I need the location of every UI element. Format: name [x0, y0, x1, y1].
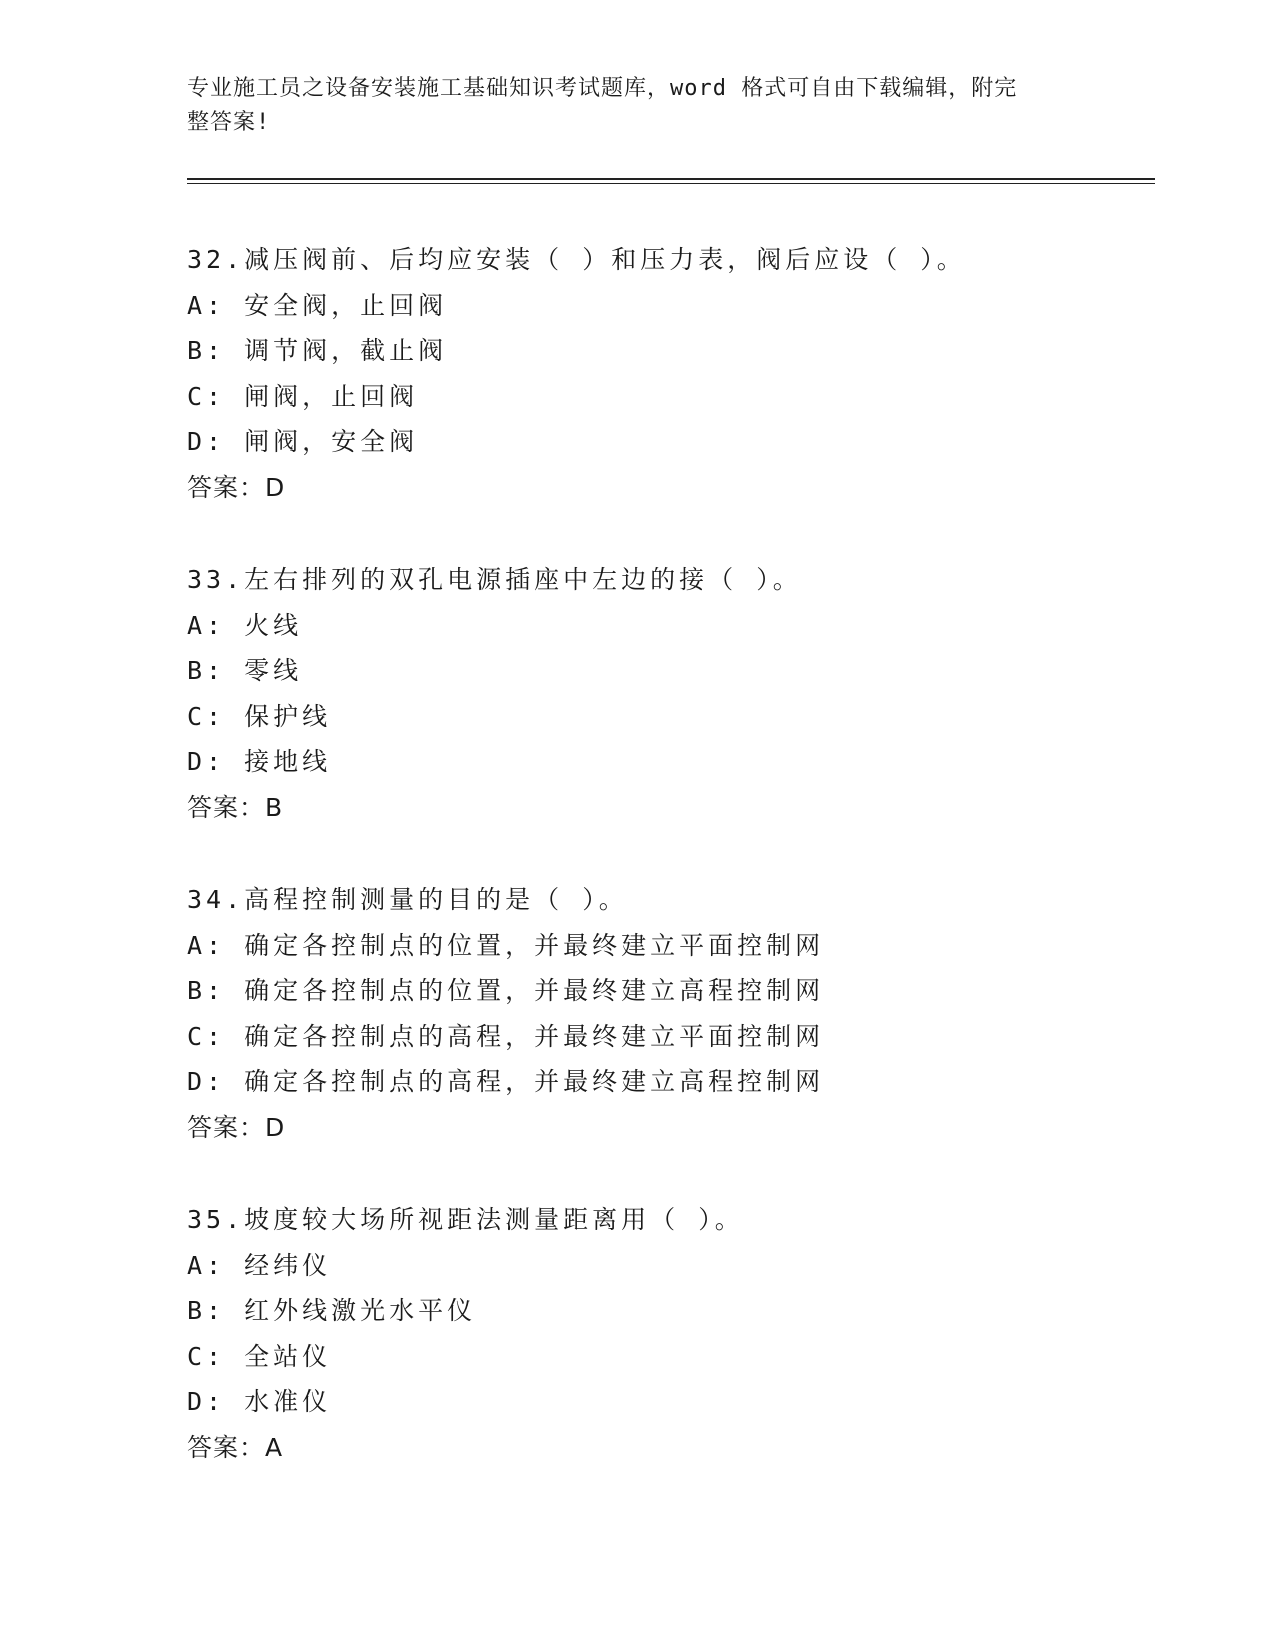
option-c: C: 确定各控制点的高程，并最终建立平面控制网 — [187, 1021, 825, 1051]
option-b: B: 调节阀，截止阀 — [187, 336, 448, 365]
option-b: B: 确定各控制点的位置，并最终建立高程控制网 — [187, 976, 825, 1005]
header-line-1: 专业施工员之设备安装施工基础知识考试题库，word 格式可自由下载编辑，附完 — [187, 76, 1018, 101]
question-stem: 35.坡度较大场所视距法测量距离用（ ）。 — [187, 1205, 744, 1234]
question-stem: 34.高程控制测量的目的是（ ）。 — [187, 885, 628, 914]
question-35 — [187, 1197, 1147, 1470]
question-stem: 33.左右排列的双孔电源插座中左边的接（ ）。 — [187, 565, 802, 594]
answer: 答案：A — [187, 1432, 284, 1462]
option-d: D: 接地线 — [187, 747, 332, 776]
question-32 — [187, 237, 1147, 510]
option-a: A: 经纬仪 — [187, 1250, 332, 1280]
document-header — [187, 72, 1067, 140]
option-a: A: 确定各控制点的位置，并最终建立平面控制网 — [187, 930, 825, 960]
answer: 答案：D — [187, 472, 286, 502]
option-b: B: 零线 — [187, 656, 303, 685]
option-a: A: 安全阀，止回阀 — [187, 290, 448, 320]
option-a: A: 火线 — [187, 610, 303, 640]
option-b: B: 红外线激光水平仪 — [187, 1296, 477, 1325]
answer: 答案：D — [187, 1112, 286, 1142]
question-33 — [187, 557, 1147, 830]
option-c: C: 保护线 — [187, 701, 332, 731]
option-c: C: 全站仪 — [187, 1341, 332, 1371]
option-d: D: 水准仪 — [187, 1387, 332, 1416]
header-line-2: 整答案! — [187, 110, 271, 135]
question-stem: 32.减压阀前、后均应安装（ ）和压力表，阀后应设（ ）。 — [187, 245, 966, 274]
answer: 答案：B — [187, 792, 284, 822]
header-divider-thin — [187, 183, 1155, 184]
header-divider-thick — [187, 178, 1155, 180]
option-c: C: 闸阀，止回阀 — [187, 381, 419, 411]
option-d: D: 确定各控制点的高程，并最终建立高程控制网 — [187, 1067, 825, 1096]
question-34 — [187, 877, 1147, 1150]
option-d: D: 闸阀，安全阀 — [187, 427, 419, 456]
